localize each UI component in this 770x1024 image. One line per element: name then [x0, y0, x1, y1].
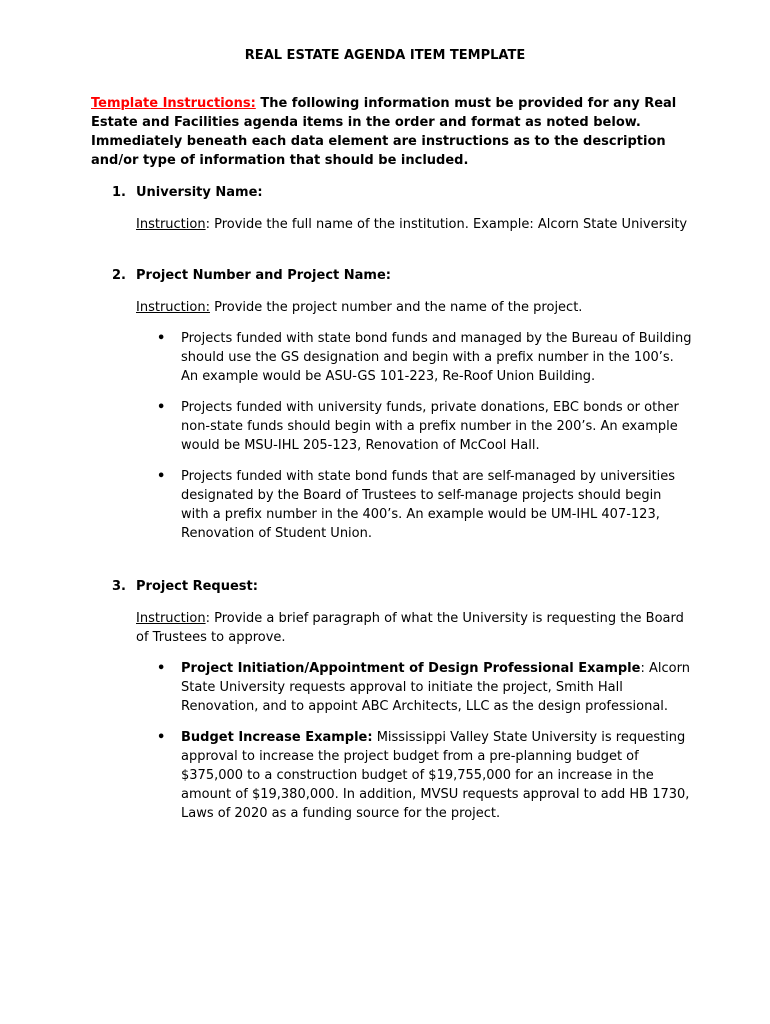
list-item-text: Projects funded with state bond funds and managed by the Bureau of Building should use the GS designation and begin with a prefix number in the 100’s. An example would be ASU-GS 101-223, Re-Roof Union Building. — [181, 331, 692, 384]
list-item — [157, 329, 692, 386]
section-number: 2. — [112, 268, 126, 283]
template-instructions-text: The following information must be provided for any Real Estate and Facilities agenda items in the order and format as noted below. Immediately beneath each data element are instructions as to the description and/or type of information that should be included. — [91, 96, 677, 168]
instruction-label: Instruction — [136, 611, 206, 626]
section-heading — [112, 577, 692, 596]
list-item — [157, 659, 692, 716]
bullet-list — [157, 329, 692, 543]
instruction — [136, 609, 692, 647]
instruction-label: Instruction — [136, 217, 206, 232]
document-title: REAL ESTATE AGENDA ITEM TEMPLATE — [244, 48, 526, 63]
bullet-icon: • — [157, 331, 166, 346]
list-item-text: Projects funded with state bond funds that are self-managed by universities designated by the Board of Trustees to self-manage projects should begin with a prefix number in the 400’s. An example would be UM-IHL 407-123, Renovation of Student Union. — [181, 469, 676, 541]
section-number: 1. — [112, 185, 126, 200]
list-item — [157, 728, 692, 823]
bullet-icon: • — [157, 661, 166, 676]
section-project-request — [112, 577, 692, 835]
section-number: 3. — [112, 579, 126, 594]
example-label: Budget Increase Example: — [181, 730, 373, 745]
example-text: : Alcorn State University requests approval to initiate the project, Smith Hall Renovation, and to appoint ABC Architects, LLC as the design professional. — [181, 661, 690, 714]
bullet-icon: • — [157, 469, 166, 484]
instruction-text: Provide the project number and the name of the project. — [209, 300, 583, 315]
bullet-icon: • — [157, 730, 166, 745]
example-label: Project Initiation/Appointment of Design Professional Example — [181, 661, 641, 676]
instruction — [136, 215, 692, 234]
list-item — [157, 467, 692, 543]
example-text: Mississippi Valley State University is requesting approval to increase the project budget from a pre-planning budget of $375,000 to a construction budget of $19,755,000 for an increase in the amount of $19,380,000. In addition, MVSU requests approval to add HB 1730, Laws of 2020 as a funding source for the project. — [181, 730, 690, 821]
section-heading-text: Project Number and Project Name: — [136, 268, 391, 283]
section-university-name — [112, 183, 692, 234]
instruction-label: Instruction: — [136, 300, 210, 315]
list-item-text: Projects funded with university funds, private donations, EBC bonds or other non-state funds should begin with a prefix number in the 200’s. An example would be MSU-IHL 205-123, Renovation of McCool Hall. — [181, 400, 679, 453]
template-instructions — [91, 94, 691, 170]
template-instructions-label: Template Instructions: — [91, 96, 256, 111]
section-heading-text: Project Request: — [136, 579, 258, 594]
bullet-list — [157, 659, 692, 823]
instruction-text: : Provide the full name of the institution. Example: Alcorn State University — [205, 217, 688, 232]
bullet-icon: • — [157, 400, 166, 415]
section-heading — [112, 183, 692, 202]
section-project-number-name — [112, 266, 692, 555]
instruction-text: : Provide a brief paragraph of what the University is requesting the Board of Trustees to approve. — [136, 611, 684, 645]
section-heading — [112, 266, 692, 285]
instruction — [136, 298, 692, 317]
section-heading-text: University Name: — [136, 185, 263, 200]
list-item — [157, 398, 692, 455]
